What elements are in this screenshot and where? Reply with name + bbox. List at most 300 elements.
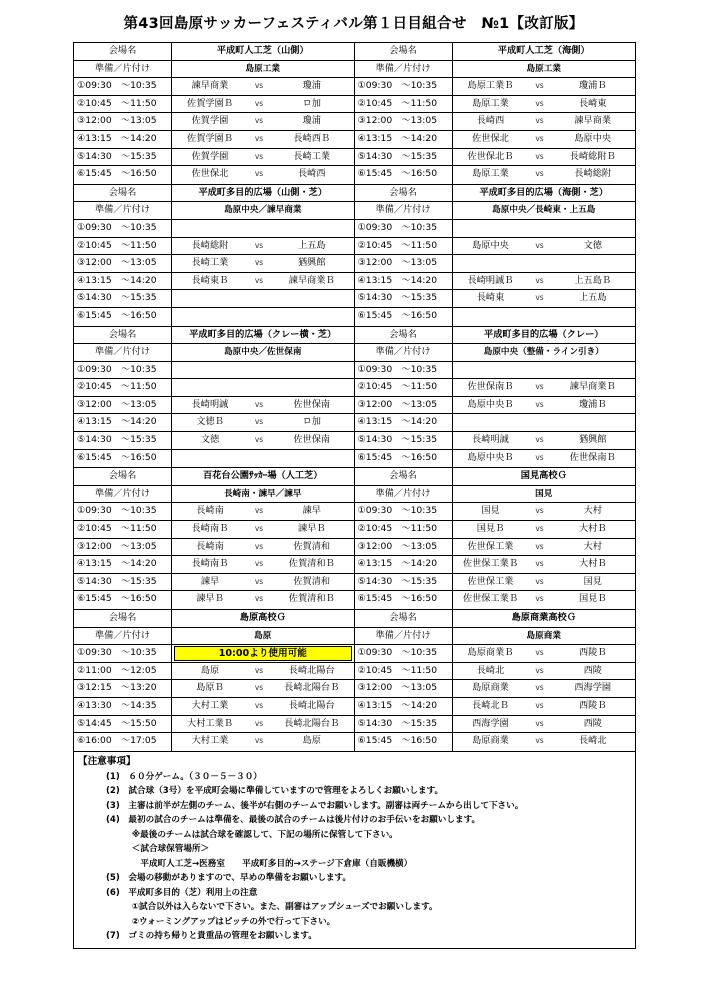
team-home: 島原商業 — [472, 735, 509, 747]
match-teams — [453, 556, 636, 573]
vs-label: vs — [535, 275, 544, 285]
team-away: 長崎北陽台 — [288, 699, 335, 711]
vs-label: vs — [535, 524, 544, 534]
team-away: 長崎東 — [578, 97, 607, 109]
match-teams — [453, 663, 636, 680]
match-row — [355, 362, 636, 380]
venue-label: 会場名 — [74, 610, 172, 627]
team-away: 佐世保南Ｂ — [569, 451, 616, 463]
match-time: ②10:45 ～11:50 — [355, 238, 453, 255]
match-time: ③12:00 ～13:05 — [74, 539, 172, 556]
prep-row — [355, 486, 636, 504]
match-teams — [172, 166, 354, 184]
vs-label: vs — [254, 417, 264, 427]
match-time: ⑥15:45 ～16:50 — [74, 308, 172, 326]
team-home: 諫早Ｂ — [196, 593, 224, 605]
match-teams — [453, 503, 636, 520]
team-away: 長崎総附 — [574, 168, 612, 180]
match-time: ④13:15 ～14:20 — [74, 556, 172, 573]
match-time: ④13:15 ～14:20 — [74, 131, 172, 148]
match-time: ④13:15 ～14:20 — [355, 131, 453, 148]
team-away: 諫早商業 — [574, 115, 612, 127]
match-time: ③12:00 ～13:05 — [74, 113, 172, 130]
match-row — [355, 166, 636, 184]
team-home: 島原商業 — [472, 682, 509, 694]
match-teams — [172, 556, 354, 573]
match-teams — [172, 397, 354, 414]
prep-row — [74, 628, 354, 646]
team-home: 諫早 — [200, 575, 220, 587]
match-teams — [453, 308, 636, 326]
team-home: 大村工業 — [191, 699, 229, 711]
team-away: 大村Ｂ — [578, 558, 607, 570]
match-teams — [172, 680, 354, 697]
team-away: 島原中央 — [574, 132, 612, 144]
venue-left — [74, 468, 355, 609]
match-time: ③12:00 ～13:05 — [74, 397, 172, 414]
match-teams — [172, 308, 354, 326]
venue-label: 会場名 — [355, 43, 453, 60]
match-time: ⑥15:45 ～16:50 — [74, 166, 172, 184]
match-time: ③12:00 ～13:05 — [355, 255, 453, 272]
venue-row — [355, 610, 636, 628]
match-teams — [453, 290, 636, 307]
vs-label: vs — [254, 736, 264, 746]
team-home: 佐世保南Ｂ — [467, 381, 514, 393]
team-away: 猶興館 — [578, 434, 607, 446]
match-row — [355, 556, 636, 574]
match-time: ③12:00 ～13:05 — [355, 113, 453, 130]
vs-label: vs — [535, 559, 544, 569]
venue-block — [74, 468, 635, 610]
team-away: 長崎北 — [578, 735, 607, 747]
match-time: ①09:30 ～10:35 — [355, 78, 453, 95]
match-row — [355, 450, 636, 468]
venue-left — [74, 327, 355, 468]
match-row — [74, 149, 354, 167]
match-teams — [453, 521, 636, 538]
match-time: ⑤14:30 ～15:35 — [74, 149, 172, 166]
team-home: 島原中央Ｂ — [467, 398, 514, 410]
match-teams — [453, 273, 636, 290]
match-row — [74, 645, 354, 663]
match-teams — [172, 733, 354, 751]
match-teams — [172, 362, 354, 379]
team-away: 長崎工業 — [293, 150, 331, 162]
note-line: (4) 最初の試合のチームは準備を、最後の試合のチームは後片付けのお手伝いをお願いします。 — [106, 815, 481, 826]
vs-label: vs — [254, 665, 264, 675]
vs-label: vs — [535, 683, 544, 693]
match-row — [74, 238, 354, 256]
match-teams — [453, 166, 636, 184]
team-home: 長崎東Ｂ — [191, 274, 229, 286]
vs-label: vs — [535, 98, 544, 108]
match-time: ③12:00 ～13:05 — [355, 397, 453, 414]
match-time: ②10:45 ～11:50 — [355, 521, 453, 538]
venue-right — [355, 610, 636, 751]
match-teams — [172, 539, 354, 556]
match-row — [355, 733, 636, 751]
match-row — [74, 574, 354, 592]
match-time: ①09:30 ～10:35 — [74, 78, 172, 95]
match-time: ③12:00 ～13:05 — [74, 255, 172, 272]
team-away: 猶興館 — [297, 257, 326, 269]
match-time: ⑥15:45 ～16:50 — [74, 450, 172, 468]
match-row — [74, 113, 354, 131]
venue-row — [74, 468, 354, 486]
match-row — [355, 591, 636, 609]
match-time: ④13:30 ～14:35 — [74, 698, 172, 715]
venue-name: 平成町多目的広場（海側・芝） — [479, 186, 609, 198]
venue-label: 会場名 — [355, 468, 453, 485]
team-away: 西陵Ｂ — [578, 699, 607, 711]
team-away: 佐賀清和 — [293, 540, 331, 552]
match-time: ②10:45 ～11:50 — [355, 96, 453, 113]
match-teams — [453, 680, 636, 697]
match-time: ⑤14:30 ～15:35 — [355, 290, 453, 307]
match-time: ⑤14:30 ～15:35 — [355, 716, 453, 733]
vs-label: vs — [254, 576, 264, 586]
match-teams — [453, 574, 636, 591]
vs-label: vs — [535, 169, 544, 179]
match-row — [355, 645, 636, 663]
team-home: 佐世保工業Ｂ — [462, 558, 519, 570]
match-time: ④13:15 ～14:20 — [355, 414, 453, 431]
match-time: ②10:45 ～11:50 — [355, 663, 453, 680]
match-row — [355, 521, 636, 539]
team-away: 上五島 — [297, 239, 326, 251]
venue-row — [74, 185, 354, 203]
team-home: 長崎明誠 — [472, 434, 509, 446]
prep-label: 準備／片付け — [355, 61, 453, 78]
match-teams — [453, 539, 636, 556]
venue-block — [74, 327, 635, 469]
team-home: 佐賀学園Ｂ — [187, 132, 233, 144]
prep-team: 島原中央（整備・ライン引き） — [483, 347, 604, 358]
vs-label: vs — [535, 718, 544, 728]
match-time: ②10:45 ～11:50 — [74, 521, 172, 538]
venue-block — [74, 185, 635, 327]
prep-label: 準備／片付け — [74, 344, 172, 361]
venue-right — [355, 43, 636, 184]
team-away: 佐世保南 — [293, 434, 331, 446]
match-teams — [172, 432, 354, 449]
match-teams — [453, 698, 636, 715]
match-time: ①09:30 ～10:35 — [355, 503, 453, 520]
team-away: 瓊浦 — [302, 80, 321, 92]
team-home: 島原工業Ｂ — [467, 80, 514, 92]
prep-label: 準備／片付け — [355, 486, 453, 503]
team-away: 佐賀清和Ｂ — [288, 593, 335, 605]
team-away: 大村 — [583, 505, 602, 517]
match-row — [74, 78, 354, 96]
team-home: 島原工業 — [472, 97, 509, 109]
team-home: 島原中央 — [472, 239, 509, 251]
vs-label: vs — [535, 700, 544, 710]
prep-team: 国見 — [535, 488, 553, 499]
match-teams — [172, 414, 354, 431]
venue-right — [355, 327, 636, 468]
prep-row — [74, 486, 354, 504]
match-teams — [453, 220, 636, 237]
prep-label: 準備／片付け — [74, 202, 172, 219]
venue-right — [355, 185, 636, 326]
venue-name: 百花台公園ｻｯｶｰ場（人工芝） — [203, 470, 323, 482]
team-away: 大村Ｂ — [578, 523, 607, 535]
vs-label: vs — [535, 116, 544, 126]
team-home: 国見 — [481, 505, 500, 517]
match-row — [74, 166, 354, 184]
team-home: 長崎明誠Ｂ — [467, 274, 514, 286]
match-row — [74, 450, 354, 468]
note-line: ②ウォーミングアップはピッチの外で行って下さい。 — [106, 916, 336, 927]
match-row — [74, 716, 354, 734]
prep-row — [355, 628, 636, 646]
vs-label: vs — [254, 258, 264, 268]
vs-label: vs — [535, 506, 544, 516]
match-time: ①09:30 ～10:35 — [74, 362, 172, 379]
venue-label: 会場名 — [355, 327, 453, 344]
venue-block — [74, 610, 635, 752]
match-row — [74, 556, 354, 574]
match-teams — [172, 698, 354, 715]
team-away: 長崎北陽台 — [288, 664, 335, 676]
team-away: 諫早 — [302, 505, 321, 517]
vs-label: vs — [535, 435, 544, 445]
team-home: 佐賀学園 — [191, 115, 229, 127]
team-away: 島原 — [302, 735, 321, 747]
venue-name: 平成町人工芝（海側） — [497, 45, 590, 56]
venue-label: 会場名 — [74, 468, 172, 485]
match-teams — [172, 78, 354, 95]
match-time: ②10:45 ～11:50 — [74, 96, 172, 113]
match-row — [74, 503, 354, 521]
prep-team: 島原中央／長崎東・上五島 — [492, 205, 596, 216]
match-teams — [453, 432, 636, 449]
vs-label: vs — [535, 399, 544, 409]
team-away: 西陵 — [583, 717, 602, 729]
match-teams — [453, 131, 636, 148]
match-teams — [453, 716, 636, 733]
match-teams — [172, 149, 354, 166]
match-row — [355, 255, 636, 273]
team-home: 諫早商業 — [191, 80, 229, 92]
team-away: 長崎総附Ｂ — [569, 150, 616, 162]
match-time: ④13:15 ～14:20 — [355, 698, 453, 715]
prep-team: 島原中央／佐世保南 — [224, 347, 302, 358]
vs-label: vs — [254, 275, 264, 285]
note-line: 平成町人工芝→医務室 平成町多目的→ステージ下倉庫（自販機横） — [106, 858, 413, 869]
venue-row — [355, 43, 636, 61]
team-home: 長崎明誠 — [191, 398, 229, 410]
team-home: 国見Ｂ — [476, 523, 505, 535]
match-teams — [172, 96, 354, 113]
venue-name: 平成町人工芝（山側） — [216, 45, 309, 56]
match-row — [355, 698, 636, 716]
vs-label: vs — [254, 718, 264, 728]
venue-name: 島原商業高校Ｇ — [511, 612, 576, 623]
team-away: 上五島 — [578, 292, 607, 304]
team-away: 佐賀清和Ｂ — [288, 558, 335, 570]
match-row — [355, 663, 636, 681]
vs-label: vs — [535, 151, 544, 161]
match-teams — [453, 149, 636, 166]
match-teams — [172, 273, 354, 290]
vs-label: vs — [254, 151, 264, 161]
prep-label: 準備／片付け — [74, 486, 172, 503]
schedule-table — [73, 42, 636, 949]
match-time: ⑤14:45 ～15:50 — [74, 716, 172, 733]
team-away: 佐世保南 — [293, 398, 331, 410]
prep-label: 準備／片付け — [355, 628, 453, 645]
venue-name: 平成町多目的広場（山側・芝） — [198, 186, 328, 198]
vs-label: vs — [254, 541, 264, 551]
match-time: ①09:30 ～10:35 — [355, 220, 453, 237]
team-away: 国見 — [583, 575, 602, 587]
match-teams — [172, 663, 354, 680]
match-teams — [172, 238, 354, 255]
team-home: 島原商業Ｂ — [467, 647, 514, 659]
notes-section — [74, 752, 635, 948]
team-away: 瓊浦 — [302, 115, 321, 127]
prep-row — [74, 61, 354, 79]
vs-label: vs — [254, 169, 264, 179]
vs-label: vs — [254, 399, 264, 409]
match-row — [355, 379, 636, 397]
match-row — [74, 733, 354, 751]
team-home: 島原工業 — [472, 168, 509, 180]
match-time: ⑤14:30 ～15:35 — [355, 149, 453, 166]
match-time: ⑥15:45 ～16:50 — [355, 591, 453, 609]
match-time: ⑤14:30 ～15:35 — [74, 290, 172, 307]
match-row — [74, 414, 354, 432]
match-teams — [172, 450, 354, 468]
match-teams — [453, 255, 636, 272]
vs-label: vs — [535, 648, 544, 658]
team-away: 西陵 — [583, 664, 602, 676]
match-time: ①09:30 ～10:35 — [74, 503, 172, 520]
team-away: 瓊浦Ｂ — [578, 398, 607, 410]
match-time: ⑤14:30 ～15:35 — [74, 432, 172, 449]
match-row — [74, 432, 354, 450]
prep-label: 準備／片付け — [74, 628, 172, 645]
team-home: 佐世保工業 — [467, 540, 514, 552]
team-away: ロ加 — [302, 416, 321, 428]
match-teams — [453, 397, 636, 414]
team-away: 長崎北陽台Ｂ — [284, 682, 340, 694]
match-row — [74, 362, 354, 380]
match-row — [355, 414, 636, 432]
team-home: 佐世保北 — [472, 132, 509, 144]
team-away: 長崎西Ｂ — [293, 132, 331, 144]
team-home: 西海学園 — [472, 717, 509, 729]
match-time: ④13:15 ～14:20 — [74, 414, 172, 431]
match-row — [74, 663, 354, 681]
match-teams — [172, 290, 354, 307]
team-home: 大村工業Ｂ — [187, 717, 233, 729]
vs-label: vs — [254, 240, 264, 250]
team-away: 文徳 — [583, 239, 602, 251]
team-home: 佐賀学園 — [191, 150, 229, 162]
team-home: 島原Ｂ — [196, 682, 224, 694]
vs-label: vs — [254, 524, 264, 534]
team-home: 長崎南 — [196, 540, 224, 552]
match-time: ①09:30 ～10:35 — [355, 362, 453, 379]
match-row — [74, 698, 354, 716]
prep-team: 島原中央／諫早商業 — [224, 205, 302, 216]
team-home: 長崎西 — [476, 115, 505, 127]
team-home: 長崎北Ｂ — [472, 699, 509, 711]
match-teams — [172, 255, 354, 272]
prep-team: 島原工業 — [526, 63, 561, 74]
match-teams — [453, 238, 636, 255]
match-teams — [172, 379, 354, 396]
vs-label: vs — [254, 116, 264, 126]
team-home: 長崎北 — [476, 664, 505, 676]
prep-label: 準備／片付け — [355, 202, 453, 219]
match-time: ③12:00 ～13:05 — [355, 539, 453, 556]
match-time: ⑥15:45 ～16:50 — [355, 308, 453, 326]
venue-row — [355, 468, 636, 486]
match-time: ⑥15:45 ～16:50 — [74, 591, 172, 609]
prep-row — [355, 202, 636, 220]
venue-row — [355, 327, 636, 345]
vs-label: vs — [535, 240, 544, 250]
vs-label: vs — [535, 293, 544, 303]
prep-team: 島原商業 — [526, 630, 561, 641]
match-time: ③12:15 ～13:20 — [74, 680, 172, 697]
venue-label: 会場名 — [74, 327, 172, 344]
match-teams — [453, 113, 636, 130]
match-row — [74, 96, 354, 114]
vs-label: vs — [254, 133, 264, 143]
team-home: 佐世保工業 — [467, 575, 514, 587]
team-away: 諫早Ｂ — [297, 523, 326, 535]
team-home: 長崎東 — [476, 292, 505, 304]
match-teams — [453, 362, 636, 379]
venue-row — [74, 327, 354, 345]
team-away: ロ加 — [302, 97, 321, 109]
team-home: 長崎南Ｂ — [191, 523, 229, 535]
venue-row — [355, 185, 636, 203]
team-home: 大村工業 — [191, 735, 229, 747]
note-line: (1) ６０分ゲーム。（３０－５－３０） — [106, 771, 262, 782]
vs-label: vs — [535, 576, 544, 586]
match-row — [74, 220, 354, 238]
match-row — [74, 521, 354, 539]
venue-row — [74, 43, 354, 61]
match-row — [74, 273, 354, 291]
match-row — [74, 379, 354, 397]
match-row — [355, 432, 636, 450]
match-row — [74, 397, 354, 415]
note-line: ※最後のチームは試合球を確認して、下記の場所に保管して下さい。 — [106, 829, 398, 840]
match-teams — [172, 574, 354, 591]
venue-block — [74, 43, 635, 185]
venue-label: 会場名 — [74, 43, 172, 60]
venue-label: 会場名 — [355, 610, 453, 627]
match-row — [355, 220, 636, 238]
match-row — [74, 290, 354, 308]
match-time: ①09:30 ～10:35 — [74, 220, 172, 237]
match-time: ①09:30 ～10:35 — [355, 645, 453, 662]
vs-label: vs — [254, 594, 264, 604]
venue-label: 会場名 — [355, 185, 453, 202]
note-line: (3) 主審は前半が左側のチーム、後半が右側のチームでお願いします。副審は両チームから出して下さい。 — [106, 800, 524, 811]
match-time: ④13:15 ～14:20 — [355, 273, 453, 290]
match-time: ⑥15:45 ～16:50 — [355, 166, 453, 184]
match-teams — [453, 591, 636, 609]
